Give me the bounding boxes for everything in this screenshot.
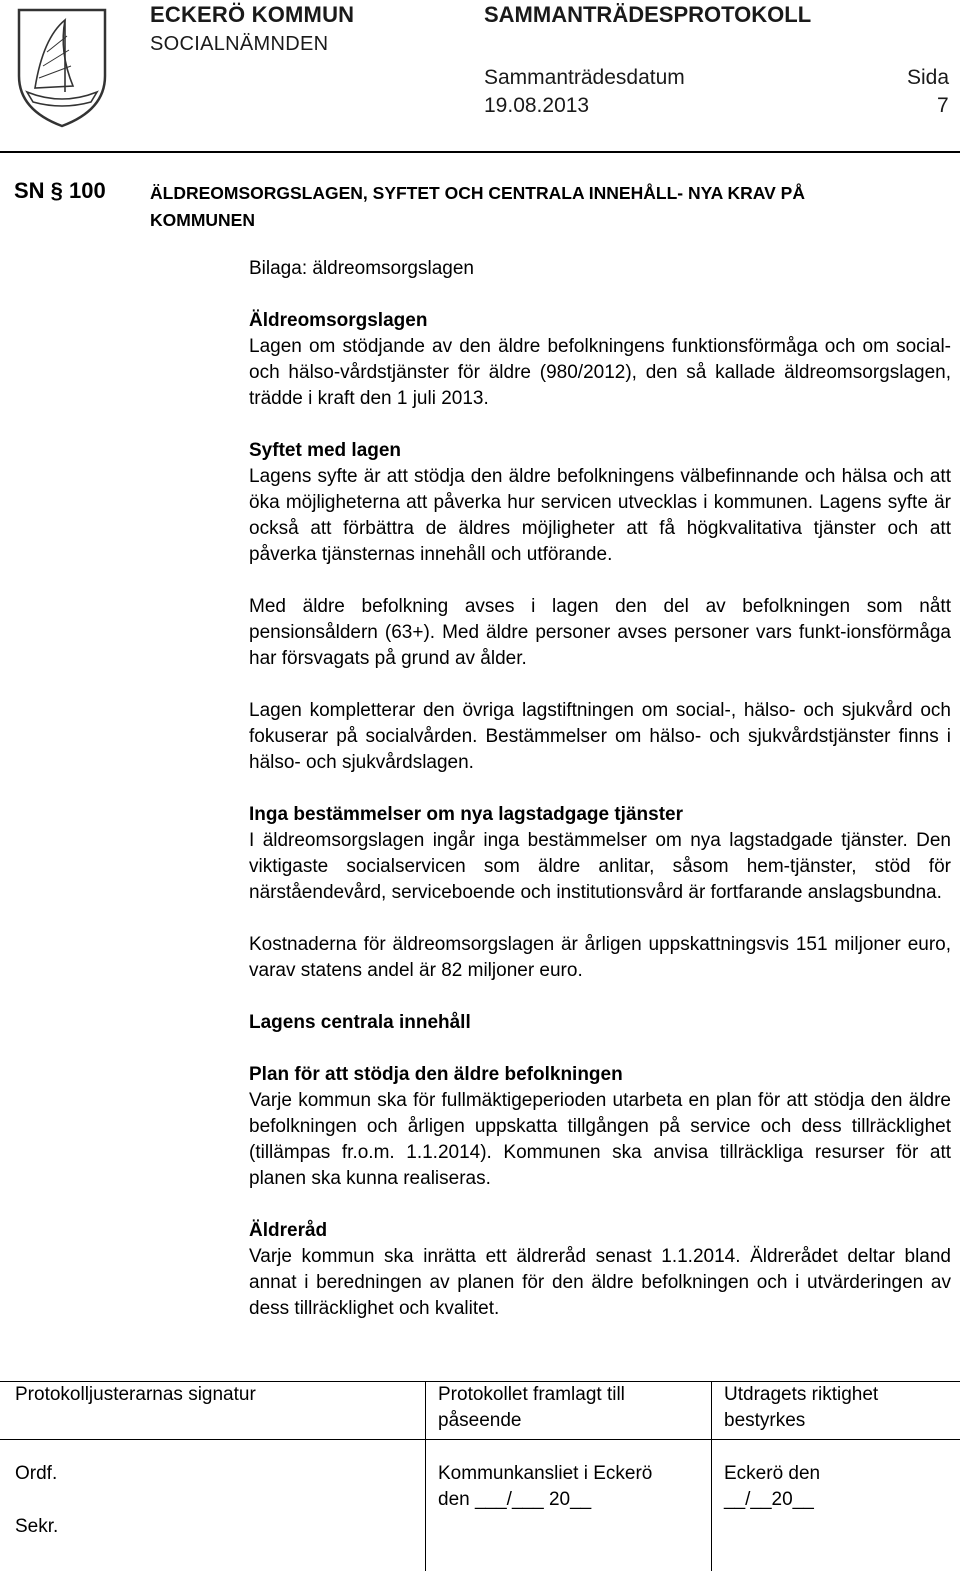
section-heading: Plan för att stödja den äldre befolkningen [249, 1064, 623, 1085]
page-number: 7 [937, 94, 949, 117]
posted-header-line1: Protokollet framlagt till [438, 1384, 625, 1405]
posted-date-blank: den ___/___ 20__ [438, 1489, 592, 1510]
paragraph: Lagen om stödjande av den äldre befolkningens funktionsförmåga och om social- och hälso-vårdstjänster för äldre (980/2012), den så kallade äldreomsorgslagen, trädde i kraft den 1 juli 2013. [249, 336, 951, 409]
chairman-label: Ordf. [15, 1463, 58, 1484]
certified-date-blank: __/__20__ [724, 1489, 814, 1510]
posted-location: Kommunkansliet i Eckerö [438, 1463, 653, 1484]
page-label: Sida [907, 66, 950, 89]
table-mid-rule [0, 1439, 960, 1440]
meeting-date-label: Sammanträdesdatum [484, 66, 685, 89]
document-type: SAMMANTRÄDESPROTOKOLL [484, 2, 812, 27]
municipal-seal-logo [13, 6, 111, 130]
signature-header: Protokolljusterarnas signatur [15, 1384, 256, 1405]
meeting-date: 19.08.2013 [484, 94, 590, 117]
paragraph: Med äldre befolkning avses i lagen den del av befolkningen som nått pensionsåldern (63+). Med äldre personer avses personer vars funkt-ionsförmåga har försvagats på grund av ålder. [249, 596, 951, 669]
paragraph: Varje kommun ska för fullmäktigeperioden utarbeta en plan för att stödja den äldre befolkningen och årligen uppskatta tillgången på service och dess tillräcklighet (tillämpas fr.o.m. 1.1.2014). Kommunen ska anvisa tillräckliga resurser för att planen ska kunna realiseras. [249, 1090, 951, 1189]
section-heading: Äldreomsorgslagen [249, 310, 428, 331]
section-heading: Lagens centrala innehåll [249, 1012, 471, 1033]
attachment-reference: Bilaga: äldreomsorgslagen [249, 258, 474, 279]
secretary-label: Sekr. [15, 1516, 59, 1537]
paragraph: Kostnaderna för äldreomsorgslagen är årligen uppskattningsvis 151 miljoner euro, varav statens andel är 82 miljoner euro. [249, 934, 951, 981]
table-column-divider [711, 1381, 712, 1571]
organization-name: ECKERÖ KOMMUN [150, 2, 355, 27]
certified-header-line1: Utdragets riktighet [724, 1384, 879, 1405]
paragraph: Lagen kompletterar den övriga lagstiftningen om social-, hälso- och sjukvård och fokuserar på socialvården. Bestämmelser om hälso- och sjukvårdstjänster finns i hälso- och sjukvårdslagen. [249, 700, 951, 773]
item-number: SN § 100 [14, 178, 106, 203]
section-heading: Inga bestämmelser om nya lagstadgage tjänster [249, 804, 683, 825]
paragraph: Lagens syfte är att stödja den äldre befolkningens välbefinnande och hälsa och att öka möjligheterna att påverka hur servicen utvecklas i kommunen. Lagens syfte är också att förbättra de äldres möjligheter att få högkvalitativa tjänster och att påverka tjänsternas innehåll och utförande. [249, 466, 951, 565]
document-body [249, 256, 951, 1322]
item-title: ÄLDREOMSORGSLAGEN, SYFTET OCH CENTRALA INNEHÅLL- NYA KRAV PÅ KOMMUNEN [150, 183, 805, 230]
header-divider [0, 151, 960, 153]
paragraph: I äldreomsorgslagen ingår inga bestämmelser om nya lagstadgade tjänster. Den viktigaste socialservicen som äldre anlitar, såsom hem-tjänster, stöd för närståendevård, serviceboende och institutionsvård är fortfarande anslagsbundna. [249, 830, 951, 903]
section-heading: Äldreråd [249, 1220, 328, 1241]
posted-header-line2: påseende [438, 1410, 522, 1431]
department-name: SOCIALNÄMNDEN [150, 33, 329, 55]
table-column-divider [425, 1381, 426, 1571]
section-heading: Syftet med lagen [249, 440, 402, 461]
certified-header-line2: bestyrkes [724, 1410, 806, 1431]
paragraph: Varje kommun ska inrätta ett äldreråd senast 1.1.2014. Äldrerådet deltar bland annat i beredningen av planen för den äldre befolkningen och i utvärderingen av dess tillräcklighet och kvalitet. [249, 1246, 951, 1319]
certified-location: Eckerö den [724, 1463, 821, 1484]
signature-table [0, 1381, 960, 1571]
